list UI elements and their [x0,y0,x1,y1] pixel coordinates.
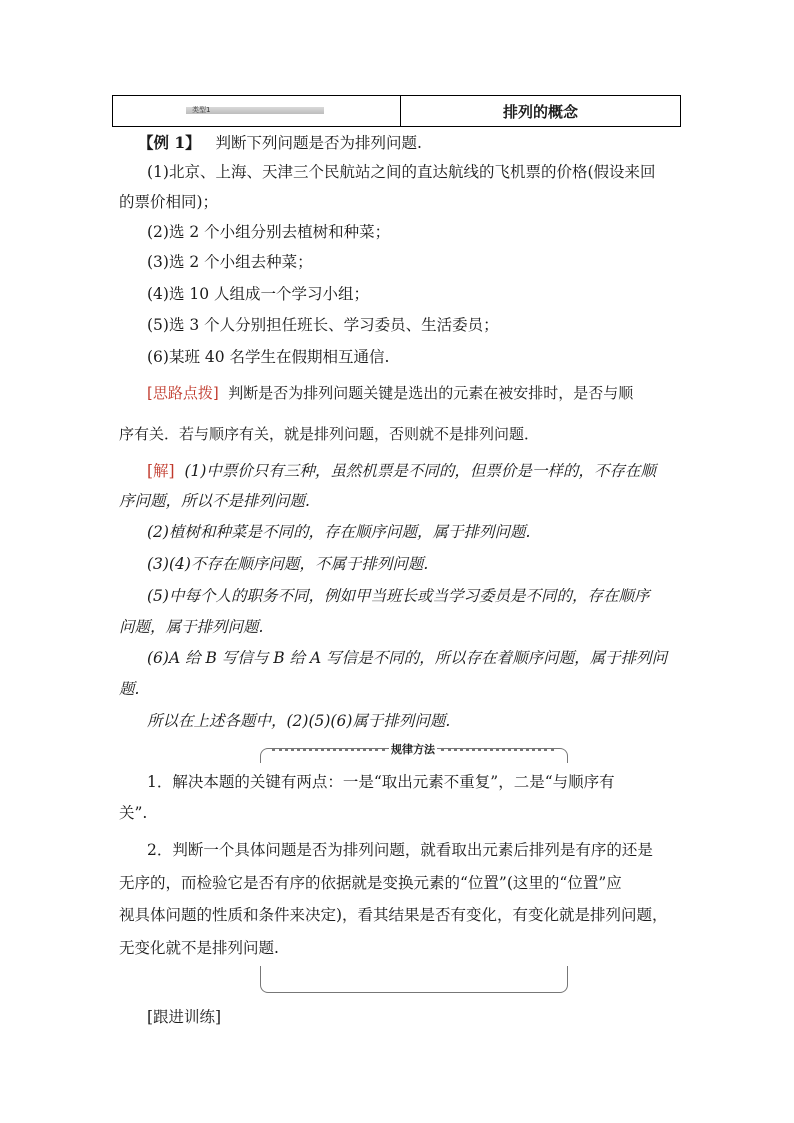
example-item-4: (4)选 10 人组成一个学习小组； [147,285,370,303]
hint-line-2: 序有关．若与顺序有关，就是排列问题，否则就不是排列问题． [119,425,540,443]
example-item-6: (6)某班 40 名学生在假期相互通信. [147,348,390,366]
solution-line-3: (2)植树和种菜是不同的，存在顺序问题，属于排列问题. [147,523,531,541]
method-p2-line-4: 无变化就不是排列问题. [119,939,279,957]
solution-line-6: 问题，属于排列问题. [119,618,264,636]
hint-text-1: 判断是否为排列问题关键是选出的元素在被安排时，是否与顺 [228,384,634,402]
solution-line-4: (3)(4)不存在顺序问题，不属于排列问题. [147,555,429,573]
example-prompt: 判断下列问题是否为排列问题. [215,134,422,152]
solution-line-5: (5)中每个人的职务不同，例如甲当班长或当学习委员是不同的，存在顺序 [147,587,650,605]
hint-label: [思路点拨] [147,384,219,402]
example-item-1-cont: 的票价相同)； [119,193,219,211]
example-item-1: (1)北京、上海、天津三个民航站之间的直达航线的飞机票的价格(假设来回 [147,163,656,181]
solution-text-1: (1)中票价只有三种，虽然机票是不同的，但票价是一样的，不存在顺 [184,462,656,480]
solution-line-9: 所以在上述各题中，(2)(5)(6)属于排列问题. [147,712,451,730]
example-item-2: (2)选 2 个小组分别去植树和种菜； [147,223,391,241]
solution-line-7: (6)A 给 B 写信与 B 给 A 写信是不同的，所以存在着顺序问题，属于排列问 [147,649,668,667]
method-title-dots-left [272,748,385,751]
method-box-bottom [260,966,568,993]
hint-line-1 [147,382,633,404]
method-p2-line-1: 2．判断一个具体问题是否为排列问题，就看取出元素后排列是有序的还是 [147,841,653,859]
section-type-tag [186,107,324,114]
method-p2-line-2: 无序的，而检验它是否有序的依据就是变换元素的“位置”(这里的“位置”应 [119,874,622,892]
example-item-5: (5)选 3 个人分别担任班长、学习委员、生活委员； [147,316,499,334]
example-heading [138,132,422,154]
section-header-table [112,95,681,127]
method-title: 规律方法 [391,743,435,756]
method-title-dots-right [441,748,554,751]
solution-label: [解] [147,462,175,480]
method-p1-line-1: 1．解决本题的关键有两点：一是“取出元素不重复”，二是“与顺序有 [147,773,615,791]
method-box-title [268,741,558,757]
section-type-cell [113,96,401,126]
section-type-tag-label: 类型1 [192,106,211,114]
section-title: 排列的概念 [502,102,578,121]
followup-label: [跟进训练] [147,1008,222,1026]
solution-line-8: 题. [119,680,140,698]
example-label: 【例 1】 [138,133,201,152]
example-item-3: (3)选 2 个小组去种菜； [147,253,313,271]
method-p1-line-2: 关”. [119,804,148,822]
method-p2-line-3: 视具体问题的性质和条件来决定)，看其结果是否有变化，有变化就是排列问题， [119,906,668,924]
solution-line-1 [147,460,656,482]
solution-line-2: 序问题，所以不是排列问题. [119,492,310,510]
